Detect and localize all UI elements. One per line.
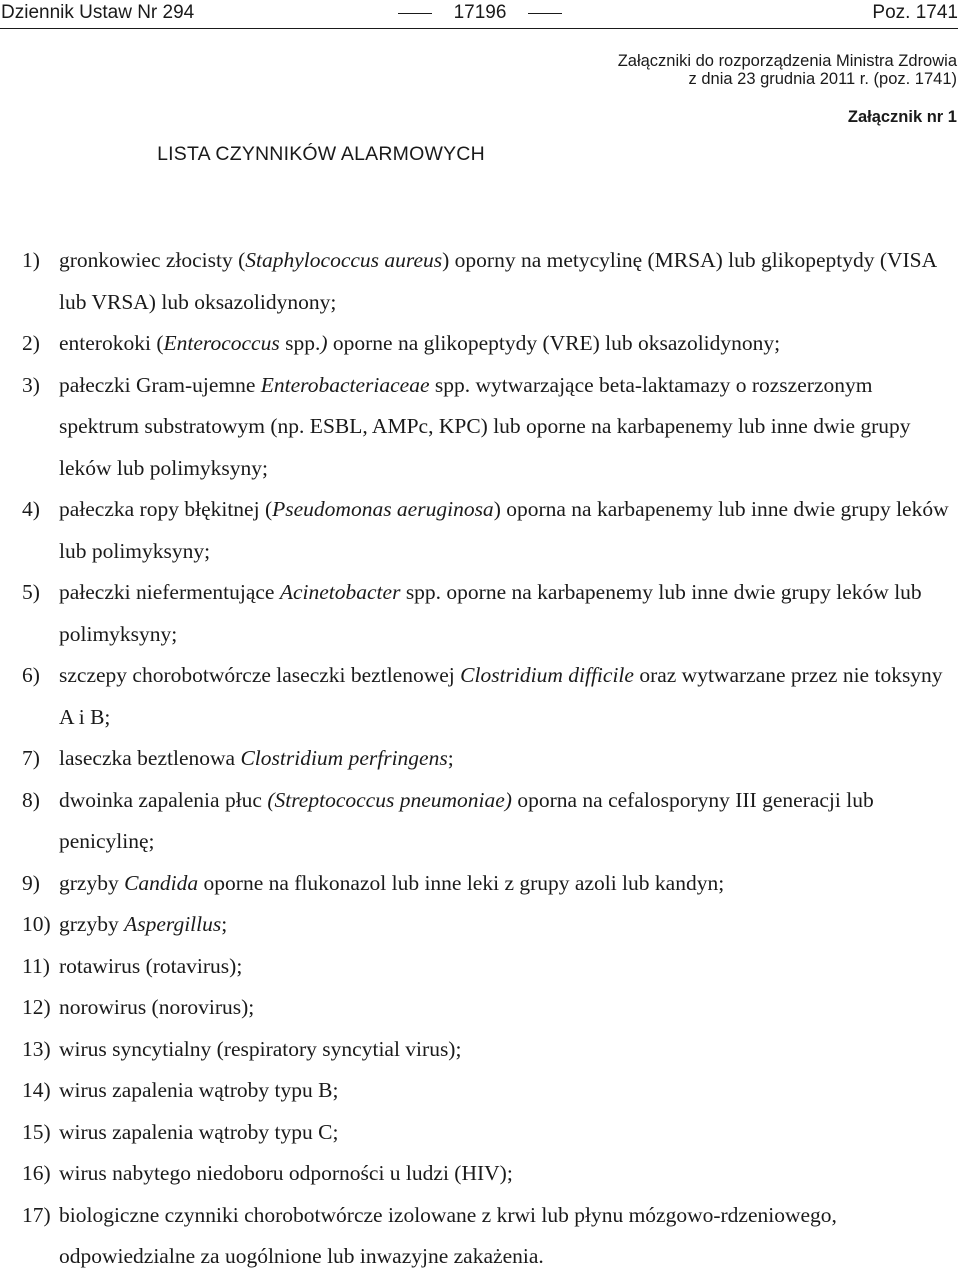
item-number: 9) <box>22 870 40 895</box>
item-number: 7) <box>22 746 40 770</box>
item-number: 6) <box>22 663 40 687</box>
item-number: 2) <box>22 331 40 355</box>
item-text: enterokoki ( <box>59 331 164 355</box>
item-text: pałeczki niefermentujące <box>59 580 280 604</box>
item-text: oporne na flukonazol lub inne leki z grupy azoli lub kandyn; <box>198 870 725 895</box>
list-item <box>22 489 952 572</box>
item-text: oraz wytwarzane przez nie toksyny A i B; <box>59 663 943 729</box>
item-text: norowirus (norovirus); <box>59 995 255 1019</box>
item-text: laseczka beztlenowa <box>59 746 241 770</box>
item-species-name: Candida <box>124 870 199 895</box>
header-rule <box>0 28 958 29</box>
list-item <box>22 240 952 323</box>
item-number: 11) <box>22 953 50 978</box>
list-item <box>22 655 952 738</box>
item-text: spp. oporne na karbapenemy lub inne dwie grupy leków lub polimyksyny; <box>59 580 922 646</box>
document-title-text: LISTA CZYNNIKÓW ALARMOWYCH <box>157 143 485 165</box>
list-item <box>22 987 952 1029</box>
list-item <box>22 780 952 863</box>
item-number: 14) <box>22 1078 51 1102</box>
item-species-name: Enterobacteriaceae <box>260 372 430 397</box>
item-number: 12) <box>22 995 51 1019</box>
annex-note-line-2: z dnia 23 grudnia 2011 r. (poz. 1741) <box>688 70 957 88</box>
item-text: dwoinka zapalenia płuc <box>59 787 268 812</box>
item-text: wirus zapalenia wątroby typu B; <box>59 1078 339 1102</box>
item-number: 13) <box>22 1036 51 1061</box>
list-item <box>22 863 952 905</box>
item-number: 10) <box>22 912 51 936</box>
item-species-name: Clostridium difficile <box>460 663 634 687</box>
header-dash-left <box>398 13 432 14</box>
item-text: ) <box>320 331 328 355</box>
item-species-name: Aspergillus <box>124 912 222 936</box>
item-text: szczepy chorobotwórcze laseczki beztlenowej <box>59 663 461 687</box>
item-text: gronkowiec złocisty ( <box>59 248 246 272</box>
item-species-name: Enterococcus <box>163 331 280 355</box>
item-number: 4) <box>22 497 40 521</box>
position-number: Poz. 1741 <box>872 2 958 23</box>
annex-note-line-1: Załączniki do rozporządzenia Ministra Zdrowia <box>617 52 957 70</box>
item-text: biologiczne czynniki chorobotwórcze izolowane z krwi lub płynu mózgowo-rdzeniowego, odpowiedzialne za uogólnione lub inwazyjne zakażenia. <box>59 1202 837 1268</box>
item-text: ) oporna na karbapenemy lub inne dwie grupy leków lub polimyksyny; <box>59 497 949 563</box>
annex-number: Załącznik nr 1 <box>847 108 957 126</box>
list-item <box>22 323 952 365</box>
item-number: 8) <box>22 787 40 812</box>
item-text: spp. wytwarzające beta-laktamazy o rozszerzonym spektrum substratowym (np. ESBL, AMPc, KPC) lub oporne na karbapenemy lub inne dwie grupy leków lub polimyksyny; <box>59 372 911 480</box>
list-item <box>22 1112 952 1154</box>
list-item <box>22 1153 952 1195</box>
alarm-factor-list <box>22 240 952 1278</box>
item-text: oporne na glikopeptydy (VRE) lub oksazolidynony; <box>327 331 781 355</box>
item-number: 1) <box>22 248 40 272</box>
item-species-name: Staphylococcus aureus <box>245 248 443 272</box>
item-text: ; <box>221 912 228 936</box>
item-text: wirus syncytialny (respiratory syncytial virus); <box>59 1036 462 1061</box>
item-species-name: (Streptococcus pneumoniae) <box>267 787 512 812</box>
document-title <box>0 143 960 166</box>
item-number: 16) <box>22 1161 51 1185</box>
item-text: spp. <box>279 331 321 355</box>
list-item <box>22 365 952 490</box>
item-text: grzyby <box>59 870 125 895</box>
item-text: rotawirus (rotavirus); <box>59 953 243 978</box>
item-species-name: Pseudomonas aeruginosa <box>272 497 494 521</box>
header-dash-right <box>528 13 562 14</box>
list-item <box>22 1029 952 1071</box>
annex-note <box>618 52 957 88</box>
journal-name: Dziennik Ustaw Nr 294 <box>1 2 195 23</box>
item-number: 15) <box>22 1119 51 1144</box>
item-text: ) oporny na metycylinę (MRSA) lub glikopeptydy (VISA lub VRSA) lub oksazolidynony; <box>59 248 936 314</box>
page-number: 17196 <box>453 2 507 23</box>
list-item <box>22 904 952 946</box>
page-header <box>0 0 960 28</box>
item-species-name: Clostridium perfringens <box>240 746 448 770</box>
item-species-name: Acinetobacter <box>279 580 401 604</box>
item-text: pałeczki Gram-ujemne <box>59 372 261 397</box>
item-text: ; <box>447 746 454 770</box>
item-number: 17) <box>22 1202 51 1227</box>
item-text: grzyby <box>59 912 125 936</box>
list-item <box>22 572 952 655</box>
list-item <box>22 738 952 780</box>
list-item <box>22 1070 952 1112</box>
item-number: 3) <box>22 372 40 397</box>
item-text: wirus zapalenia wątroby typu C; <box>59 1119 339 1144</box>
item-number: 5) <box>22 580 40 604</box>
item-text: pałeczka ropy błękitnej ( <box>59 497 273 521</box>
item-text: wirus nabytego niedoboru odporności u ludzi (HIV); <box>59 1161 513 1185</box>
list-item <box>22 946 952 988</box>
list-item <box>22 1195 952 1278</box>
item-text: oporna na cefalosporyny III generacji lub penicylinę; <box>59 787 874 853</box>
